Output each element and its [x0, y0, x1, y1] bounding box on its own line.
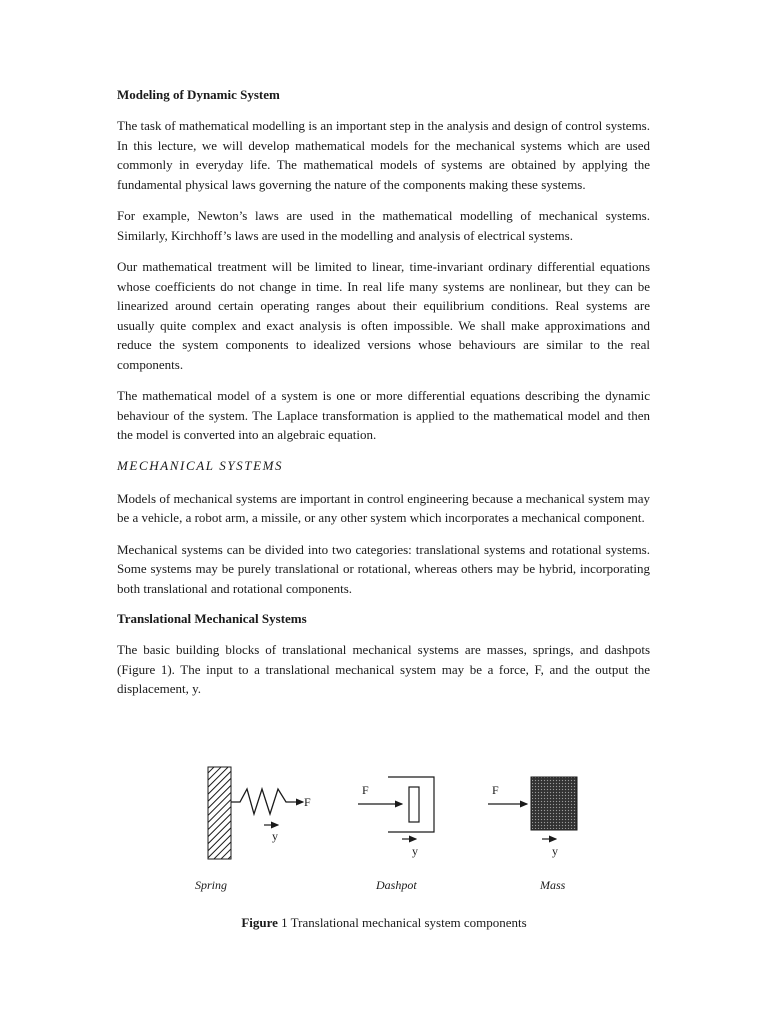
- figure-caption-prefix: Figure: [241, 915, 278, 930]
- spring-coil: [231, 789, 294, 814]
- spring-force-symbol: F: [304, 795, 311, 809]
- paragraph-newton: For example, Newton’s laws are used in the mathematical modelling of mechanical systems. Similarly, Kirchhoff’s laws are used in the modelling and analysis of electrical systems.: [117, 208, 650, 243]
- paragraph-building-blocks: The basic building blocks of translational mechanical systems are masses, springs, and dashpots (Figure 1). The input to a translational mechanical system may be a force, F, and the output the displacement, y.: [117, 642, 650, 696]
- figure-components: [190, 762, 590, 902]
- paragraph-linear: Our mathematical treatment will be limited to linear, time-invariant ordinary differential equations whose coefficients do not change in time. In real life many systems are nonlinear, but they can be linearized around certain operating ranges about their equilibrium conditions. Real systems are usually quite complex and exact analysis is often impossible. We shall make approximations and reduce the system components to idealized versions whose behaviours are similar to the real components.: [117, 259, 650, 372]
- spring-displacement-symbol: y: [272, 829, 278, 843]
- figure-caption: [0, 915, 768, 931]
- dashpot-displacement-symbol: y: [412, 844, 418, 858]
- spring-component: [208, 767, 311, 859]
- dashpot-piston: [409, 787, 419, 822]
- document-page: [117, 86, 650, 711]
- document-title: Modeling of Dynamic System: [117, 87, 280, 102]
- dashpot-component: [358, 777, 434, 858]
- figure-label-mass: Mass: [540, 878, 566, 892]
- paragraph-intro: The task of mathematical modelling is an important step in the analysis and design of control systems. In this lecture, we will develop mathematical models for the mechanical systems which are used commonly in everyday life. The mathematical models of systems are obtained by applying the fundamental physical laws governing the nature of the components making these systems.: [117, 118, 650, 192]
- spring-wall: [208, 767, 231, 859]
- section-heading-translational: Translational Mechanical Systems: [117, 611, 307, 626]
- dashpot-force-symbol: F: [362, 783, 369, 797]
- mass-force-symbol: F: [492, 783, 499, 797]
- paragraph-mechanical-categories: Mechanical systems can be divided into two categories: translational systems and rotational systems. Some systems may be purely translational or rotational, whereas others may be hybrid, incorporating both translational and rotational components.: [117, 541, 650, 596]
- figure-caption-text: 1 Translational mechanical system components: [277, 915, 527, 930]
- mass-block: [531, 777, 577, 830]
- figure-label-spring: Spring: [195, 878, 228, 892]
- paragraph-mechanical-models: Models of mechanical systems are important in control engineering because a mechanical system may be a vehicle, a robot arm, a missile, or any other system which incorporates a mechanical component.: [117, 490, 650, 525]
- section-heading-mechanical: MECHANICAL SYSTEMS: [117, 457, 284, 473]
- figure-label-dashpot: Dashpot: [376, 878, 417, 892]
- paragraph-laplace: The mathematical model of a system is one or more differential equations describing the dynamic behaviour of the system. The Laplace transformation is applied to the mathematical model and then the model is converted into an algebraic equation.: [117, 388, 650, 442]
- mass-displacement-symbol: y: [552, 844, 558, 858]
- mass-component: [488, 777, 577, 858]
